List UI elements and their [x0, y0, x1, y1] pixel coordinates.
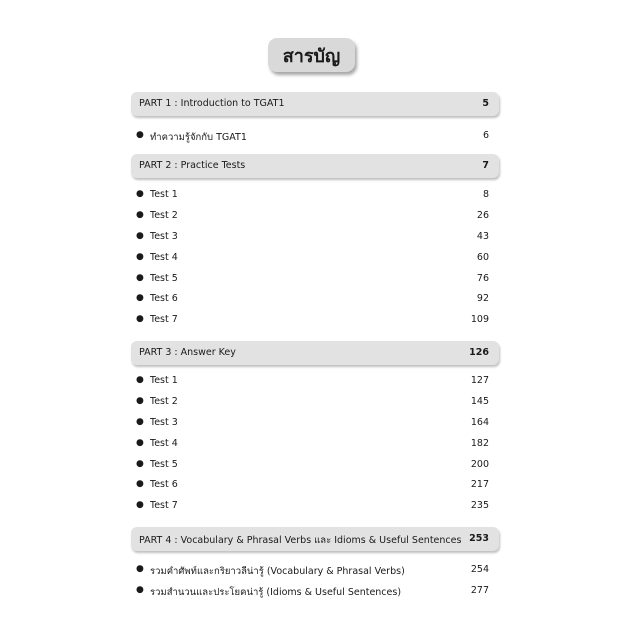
item-page: 109	[470, 314, 489, 325]
list-item	[136, 252, 489, 266]
item-page: 164	[470, 417, 489, 428]
item-label: รวมสำนวนและประโยคน่ารู้ (Idioms & Useful Sentences)	[150, 587, 402, 598]
item-label: Test 1	[150, 375, 178, 386]
item-label: ทำความรู้จักกับ TGAT1	[150, 132, 247, 143]
list-item	[136, 375, 489, 389]
item-page: 8	[482, 189, 489, 200]
list-item	[136, 231, 489, 245]
part-label: PART 2 : Practice Tests	[139, 160, 246, 171]
part-page: 7	[482, 160, 489, 171]
bullet-icon: ●	[136, 252, 144, 262]
part-label: PART 1 : Introduction to TGAT1	[139, 98, 285, 109]
item-label: Test 2	[150, 396, 178, 407]
item-label: Test 6	[150, 479, 178, 490]
bullet-icon: ●	[136, 273, 144, 283]
list-item	[136, 417, 489, 431]
list-item	[136, 564, 489, 578]
item-page: 92	[476, 293, 489, 304]
part-1-header	[131, 92, 499, 116]
item-label: Test 6	[150, 293, 178, 304]
bullet-icon: ●	[136, 396, 144, 406]
item-label: รวมคำศัพท์และกริยาวลีน่ารู้ (Vocabulary & Phrasal Verbs)	[150, 566, 405, 577]
item-label: Test 1	[150, 189, 178, 200]
part-page: 126	[469, 347, 489, 358]
page-title: สารบัญ	[268, 38, 355, 72]
item-page: 145	[470, 396, 489, 407]
item-label: Test 2	[150, 210, 178, 221]
list-item	[136, 210, 489, 224]
item-page: 43	[476, 231, 489, 242]
item-page: 217	[470, 479, 489, 490]
list-item	[136, 438, 489, 452]
part-2-header	[131, 154, 499, 178]
list-item	[136, 459, 489, 473]
item-page: 76	[476, 273, 489, 284]
bullet-icon: ●	[136, 293, 144, 303]
bullet-icon: ●	[136, 585, 144, 595]
list-item	[136, 396, 489, 410]
item-page: 60	[476, 252, 489, 263]
item-page: 200	[470, 459, 489, 470]
bullet-icon: ●	[136, 479, 144, 489]
part-page: 5	[482, 98, 489, 109]
list-item	[136, 479, 489, 493]
item-label: Test 3	[150, 231, 178, 242]
item-page: 235	[470, 500, 489, 511]
item-label: Test 7	[150, 314, 178, 325]
part-4-header	[131, 527, 499, 551]
bullet-icon: ●	[136, 438, 144, 448]
item-label: Test 4	[150, 252, 178, 263]
bullet-icon: ●	[136, 314, 144, 324]
part-label: PART 4 : Vocabulary & Phrasal Verbs และ Idioms & Useful Sentences	[139, 535, 462, 546]
item-page: 254	[470, 564, 489, 575]
bullet-icon: ●	[136, 375, 144, 385]
item-page: 6	[482, 130, 489, 141]
item-label: Test 7	[150, 500, 178, 511]
bullet-icon: ●	[136, 459, 144, 469]
item-label: Test 5	[150, 459, 178, 470]
list-item	[136, 314, 489, 328]
part-page: 253	[469, 533, 489, 544]
item-label: Test 3	[150, 417, 178, 428]
list-item	[136, 585, 489, 599]
bullet-icon: ●	[136, 130, 144, 140]
part-3-header	[131, 341, 499, 365]
item-label: Test 5	[150, 273, 178, 284]
item-page: 127	[470, 375, 489, 386]
item-label: Test 4	[150, 438, 178, 449]
item-page: 26	[476, 210, 489, 221]
item-page: 277	[470, 585, 489, 596]
bullet-icon: ●	[136, 564, 144, 574]
list-item	[136, 130, 489, 144]
list-item	[136, 189, 489, 203]
bullet-icon: ●	[136, 210, 144, 220]
list-item	[136, 273, 489, 287]
part-label: PART 3 : Answer Key	[139, 347, 236, 358]
list-item	[136, 293, 489, 307]
bullet-icon: ●	[136, 500, 144, 510]
bullet-icon: ●	[136, 189, 144, 199]
item-page: 182	[470, 438, 489, 449]
bullet-icon: ●	[136, 417, 144, 427]
bullet-icon: ●	[136, 231, 144, 241]
list-item	[136, 500, 489, 514]
